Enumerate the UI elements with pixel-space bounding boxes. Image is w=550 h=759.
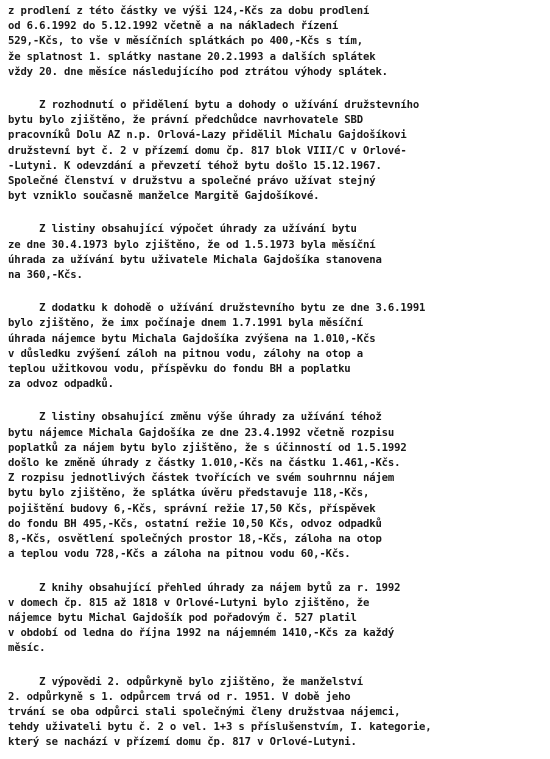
paragraph-gap	[8, 283, 540, 301]
text-line: od 6.6.1992 do 5.12.1992 včetně a na nákladech řízení	[8, 20, 339, 33]
paragraph-gap	[8, 563, 540, 581]
text-line: poplatků za nájem bytu bylo zjištěno, že s účinností od 1.5.1992	[8, 441, 407, 454]
text-line: Z rozpisu jednotlivých částek tvořících ve svém souhrnnu nájem	[8, 472, 395, 485]
text-line: byt vzniklo současně manželce Margitě Gajdošíkové.	[8, 190, 320, 203]
text-line: 8,-Kčs, osvětlení společných prostor 18,-Kčs, záloha na otop	[8, 533, 382, 546]
text-line: Z listiny obsahující změnu výše úhrady za užívání téhož	[8, 411, 382, 424]
paragraph-4	[8, 301, 540, 392]
text-line: v období od ledna do října 1992 na nájemném 1410,-Kčs za každý	[8, 627, 395, 640]
text-line: družstevní byt č. 2 v přízemí domu čp. 817 blok VIII/C v Orlové-	[8, 144, 407, 157]
text-line: z prodlení z této částky ve výši 124,-Kčs za dobu prodlení	[8, 5, 370, 17]
text-line: Z dodatku k dohodě o užívání družstevního bytu ze dne 3.6.1991	[8, 302, 426, 315]
text-line: trvání se oba odpůrci stali společnými členy družstvaa nájemci,	[8, 705, 401, 718]
text-line: tehdy uživateli bytu č. 2 o vel. 1+3 s příslušenstvím, I. kategorie,	[8, 721, 432, 734]
paragraph-5	[8, 410, 540, 562]
paragraph-7	[8, 675, 540, 751]
text-line: 2. odpůrkyně s 1. odpůrcem trvá od r. 1951. V době jeho	[8, 690, 351, 703]
text-line: do fondu BH 495,-Kčs, ostatní režie 10,50 Kčs, odvoz odpadků	[8, 517, 382, 530]
text-line: Z výpovědi 2. odpůrkyně bylo zjištěno, že manželství	[8, 675, 363, 688]
text-line: bytu bylo zjištěno, že splátka úvěru představuje 118,-Kčs,	[8, 487, 370, 500]
text-line: úhrada nájemce bytu Michala Gajdošíka zvýšena na 1.010,-Kčs	[8, 332, 376, 345]
text-line: že splatnost 1. splátky nastane 20.2.1993 a dalších splátek	[8, 50, 376, 63]
text-line: Společné členství v družstvu a společné právo užívat stejný	[8, 175, 376, 188]
text-line: měsíc.	[8, 642, 46, 655]
paragraph-gap	[8, 392, 540, 410]
paragraph-6	[8, 581, 540, 657]
paragraph-gap	[8, 204, 540, 222]
text-line: za odvoz odpadků.	[8, 378, 114, 391]
text-line: úhrada za užívání bytu uživatele Michala Gajdošíka stanovena	[8, 253, 382, 266]
text-line: bylo zjištěno, že imx počínaje dnem 1.7.1991 byla měsíční	[8, 317, 363, 330]
text-line: Z knihy obsahující přehled úhrady za nájem bytů za r. 1992	[8, 581, 401, 594]
text-line: Z listiny obsahující výpočet úhrady za užívání bytu	[8, 223, 357, 236]
text-line: bytu bylo zjištěno, že právní předchůdce navrhovatele SBD	[8, 114, 363, 127]
text-line: v domech čp. 815 až 1818 v Orlové-Lutyni bylo zjištěno, že	[8, 596, 370, 609]
text-line: vždy 20. dne měsíce následujícího pod ztrátou výhody splátek.	[8, 65, 388, 78]
text-line: Z rozhodnutí o přidělení bytu a dohody o užívání družstevního	[8, 99, 420, 112]
text-line: který se nachází v přízemí domu čp. 817 v Orlové-Lutyni.	[8, 736, 357, 749]
text-line: teplou užitkovou vodu, příspěvku do fondu BH a poplatku	[8, 363, 351, 376]
paragraph-3	[8, 222, 540, 283]
paragraph-gap	[8, 657, 540, 675]
text-line: v důsledku zvýšení záloh na pitnou vodu, zálohy na otop a	[8, 347, 363, 360]
text-line: ze dne 30.4.1973 bylo zjištěno, že od 1.5.1973 byla měsíční	[8, 238, 376, 251]
paragraph-gap	[8, 80, 540, 98]
text-line: na 360,-Kčs.	[8, 269, 83, 282]
text-line: nájemce bytu Michal Gajdošík pod pořadovým č. 527 platil	[8, 611, 357, 624]
text-line: došlo ke změně úhrady z částky 1.010,-Kčs na částku 1.461,-Kčs.	[8, 457, 401, 470]
text-line: -Lutyni. K odevzdání a převzetí téhož bytu došlo 15.12.1967.	[8, 159, 382, 172]
text-line: pojištění budovy 6,-Kčs, správní režie 17,50 Kčs, příspěvek	[8, 502, 376, 515]
text-line: bytu nájemce Michala Gajdošíka ze dne 23.4.1992 včetně rozpisu	[8, 426, 395, 439]
text-line: pracovníků Dolu AZ n.p. Orlová-Lazy přidělil Michalu Gajdošíkovi	[8, 129, 407, 142]
paragraph-2	[8, 98, 540, 204]
text-line: 529,-Kčs, to vše v měsíčních splátkách po 400,-Kčs s tím,	[8, 35, 363, 48]
paragraph-1	[8, 4, 540, 80]
text-line: a teplou vodu 728,-Kčs a záloha na pitnou vodu 60,-Kčs.	[8, 548, 351, 561]
